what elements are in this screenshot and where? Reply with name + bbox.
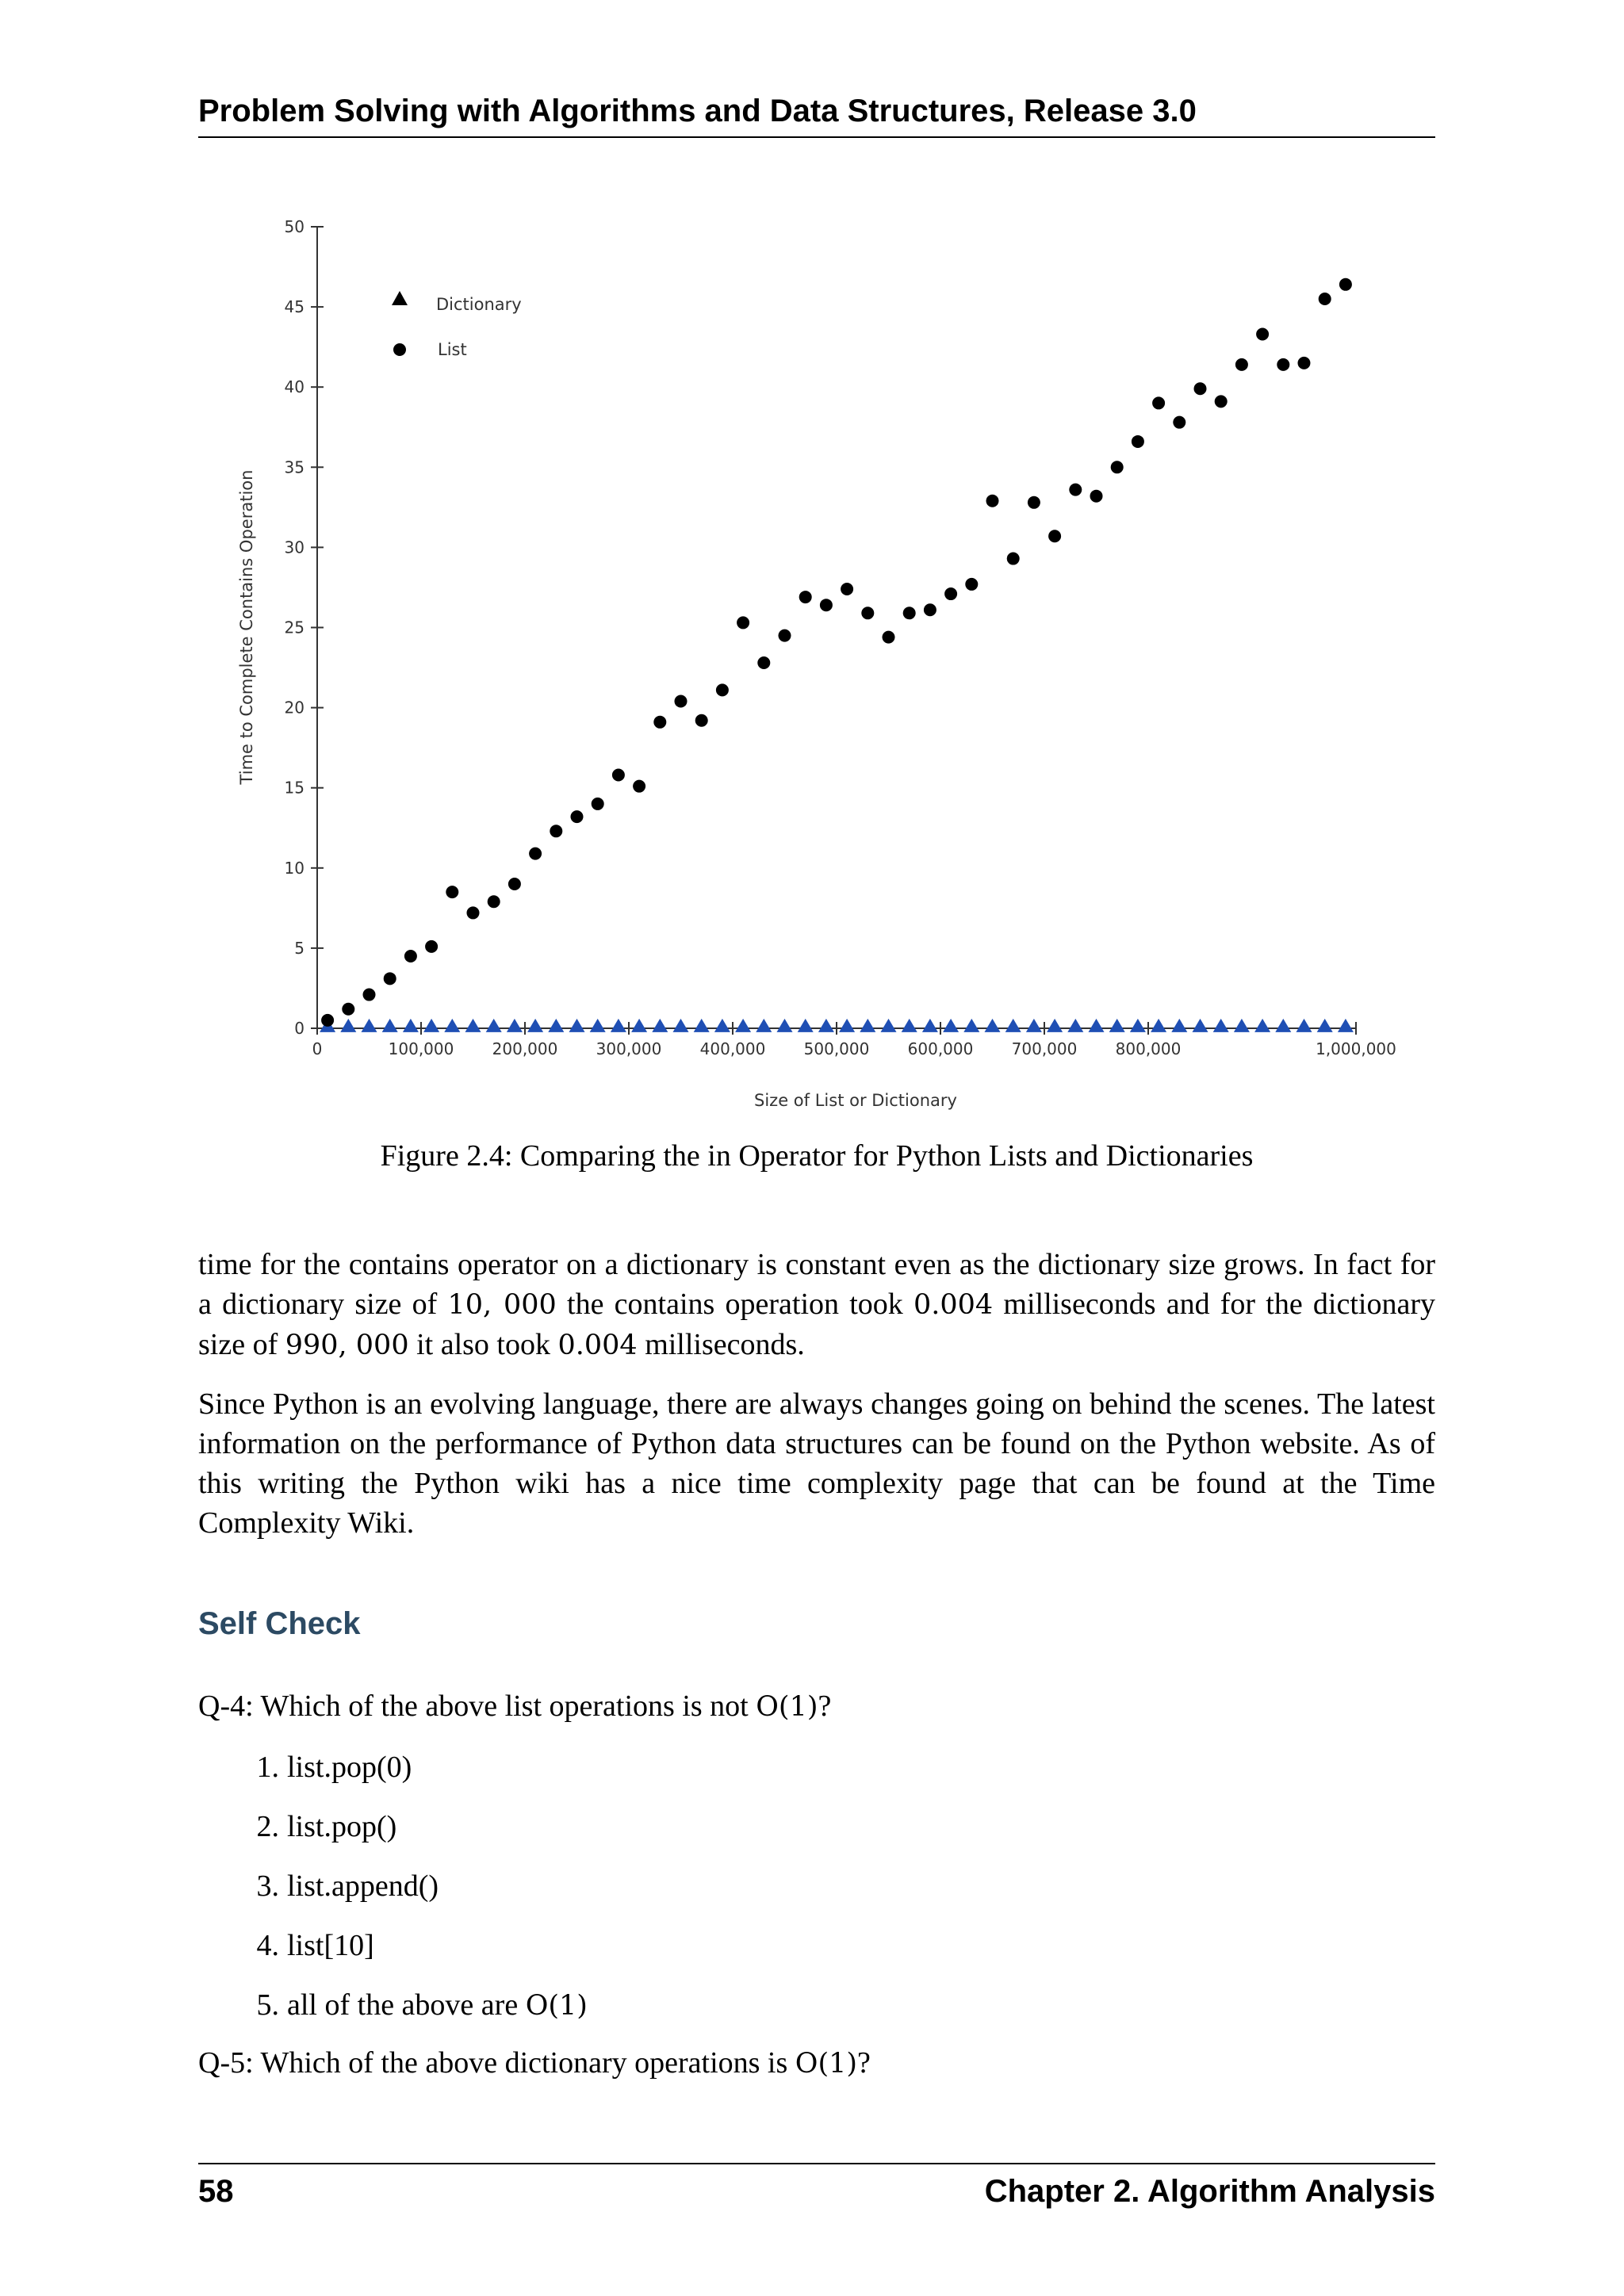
dictionary-point: [590, 1019, 606, 1032]
dictionary-point: [1297, 1019, 1312, 1032]
text-run: milliseconds.: [637, 1328, 805, 1361]
math-value: O(1): [525, 1990, 588, 2022]
option-item[interactable]: [230, 1866, 588, 1926]
list-point: [1215, 395, 1228, 408]
dictionary-point: [735, 1019, 751, 1032]
dictionary-point: [860, 1019, 875, 1032]
list-point: [612, 769, 625, 782]
list-point: [446, 886, 458, 898]
dictionary-point: [943, 1019, 959, 1032]
dictionary-point: [922, 1019, 938, 1032]
dictionary-point: [963, 1019, 979, 1032]
math-value: 0.004: [913, 1289, 994, 1321]
dictionary-point: [818, 1019, 834, 1032]
dictionary-point: [902, 1019, 917, 1032]
list-point: [799, 591, 812, 603]
y-tick-label: 15: [284, 778, 304, 798]
question-text: Q-5: Which of the above dictionary operations is: [198, 2046, 795, 2080]
dictionary-point: [1171, 1019, 1187, 1032]
y-tick-label: 35: [284, 457, 304, 477]
list-point: [488, 895, 500, 908]
y-tick-label: 40: [284, 377, 304, 397]
list-point: [965, 578, 978, 591]
dictionary-point: [714, 1019, 730, 1032]
dictionary-point: [507, 1019, 523, 1032]
x-tick-label: 0: [312, 1039, 323, 1058]
list-point: [1235, 358, 1248, 371]
x-tick-label: 500,000: [803, 1039, 870, 1058]
dictionary-point: [1275, 1019, 1291, 1032]
dictionary-point: [694, 1019, 710, 1032]
q4-options-list: [230, 1747, 588, 2045]
list-point: [1339, 278, 1352, 291]
list-point: [508, 878, 521, 890]
page-number: 58: [198, 2174, 234, 2209]
list-point: [1090, 490, 1103, 503]
math-value: 990, 000: [285, 1330, 409, 1361]
scatter-chart: [198, 198, 1435, 1126]
footer-rule: [198, 2163, 1435, 2164]
list-point: [425, 940, 438, 953]
list-point: [1111, 461, 1124, 473]
y-tick-label: 20: [284, 698, 304, 718]
list-point: [716, 683, 729, 696]
self-check-heading: Self Check: [198, 1606, 361, 1641]
header-rule: [198, 136, 1435, 138]
list-point: [986, 495, 999, 507]
list-point: [592, 798, 604, 810]
paragraph-python-evolving: Since Python is an evolving language, there are always changes going on behind the scenes. The latest information on the performance of Python data structures can be found on the Python website. As of this writing the Python wiki has a nice time complexity page that can be found at the Time Complexity Wiki.: [198, 1387, 1435, 1540]
y-tick-label: 5: [294, 938, 304, 958]
list-point: [1028, 496, 1040, 509]
list-point: [861, 607, 874, 619]
list-point: [384, 972, 396, 985]
list-point: [737, 616, 749, 629]
legend-label-list: List: [438, 340, 467, 359]
list-point: [841, 583, 853, 595]
dictionary-point: [756, 1019, 772, 1032]
dictionary-point: [652, 1019, 668, 1032]
dictionary-point: [1254, 1019, 1270, 1032]
option-number: 3.: [256, 1869, 279, 1903]
list-point: [1277, 358, 1289, 371]
x-tick-label: 700,000: [1011, 1039, 1078, 1058]
list-point: [1319, 293, 1331, 305]
list-point: [529, 848, 542, 860]
y-tick-label: 45: [284, 297, 304, 317]
option-number: 5.: [256, 1988, 279, 2022]
chart-legend: [392, 291, 522, 359]
running-header-title: Problem Solving with Algorithms and Data Structures, Release 3.0: [198, 94, 1197, 128]
x-tick-label: 600,000: [907, 1039, 974, 1058]
option-text: list.pop(0): [287, 1751, 412, 1784]
math-value: 0.004: [557, 1330, 638, 1361]
list-point: [1194, 382, 1207, 395]
list-point: [653, 716, 666, 729]
list-point: [779, 629, 791, 642]
option-text: list.append(): [287, 1869, 439, 1903]
legend-circle-marker: [393, 343, 406, 356]
list-point: [571, 810, 584, 823]
list-point: [363, 989, 376, 1001]
question-text: Q-4: Which of the above list operations is not: [198, 1689, 756, 1723]
list-point: [820, 599, 833, 611]
dictionary-point: [1151, 1019, 1166, 1032]
dictionary-point: [403, 1019, 419, 1032]
dictionary-point: [382, 1019, 398, 1032]
dictionary-point: [611, 1019, 626, 1032]
list-point: [1132, 435, 1144, 448]
list-point: [1069, 484, 1082, 496]
x-axis-label: Size of List or Dictionary: [754, 1091, 957, 1110]
y-tick-label: 50: [284, 217, 304, 236]
dictionary-point: [1234, 1019, 1250, 1032]
dictionary-point: [1047, 1019, 1063, 1032]
dictionary-point: [569, 1019, 585, 1032]
y-tick-label: 10: [284, 858, 304, 878]
x-tick-label: 1,000,000: [1316, 1039, 1396, 1058]
dictionary-point: [1005, 1019, 1021, 1032]
x-tick-label: 200,000: [492, 1039, 558, 1058]
y-tick-label: 0: [294, 1019, 304, 1038]
option-number: 2.: [256, 1810, 279, 1843]
x-tick-label: 100,000: [388, 1039, 454, 1058]
list-point: [1173, 416, 1185, 429]
list-point: [903, 607, 916, 619]
option-text: list.pop(): [287, 1810, 397, 1843]
option-item[interactable]: [230, 1985, 588, 2045]
list-point: [633, 780, 645, 793]
list-point: [1048, 530, 1061, 542]
figure-caption: Figure 2.4: Comparing the in Operator for Python Lists and Dictionaries: [380, 1139, 1254, 1173]
math-value: O(1): [795, 2048, 858, 2080]
paragraph-dictionary-timing: [198, 1245, 1435, 1365]
list-point: [1152, 396, 1165, 409]
legend-label-dictionary: Dictionary: [436, 295, 522, 314]
dictionary-point: [1089, 1019, 1105, 1032]
math-value: 10, 000: [447, 1289, 557, 1321]
option-item[interactable]: [230, 1926, 588, 1985]
option-item[interactable]: [230, 1747, 588, 1807]
list-point: [675, 695, 688, 708]
list-point: [757, 656, 770, 669]
dictionary-point: [340, 1019, 356, 1032]
dictionary-point: [881, 1019, 897, 1032]
x-tick-label: 300,000: [596, 1039, 662, 1058]
list-point: [467, 906, 480, 919]
list-point: [924, 603, 936, 616]
text-run: time for the contains operator on a dictionary is constant even as the dictionary size grows. In fact for a dictionary size of: [198, 1248, 1435, 1321]
dictionary-point: [1109, 1019, 1125, 1032]
option-item[interactable]: [230, 1807, 588, 1866]
list-point: [1007, 553, 1020, 565]
dictionary-point: [362, 1019, 377, 1032]
dictionary-point: [1026, 1019, 1042, 1032]
question-q5: [198, 2045, 871, 2080]
question-q4: [198, 1689, 831, 1724]
option-number: 4.: [256, 1929, 279, 1962]
dictionary-point: [798, 1019, 814, 1032]
y-axis-label: Time to Complete Contains Operation: [237, 469, 256, 785]
list-point: [944, 587, 957, 600]
dictionary-point: [465, 1019, 481, 1032]
option-text: list[10]: [287, 1929, 374, 1962]
data-points: [320, 278, 1354, 1032]
list-point: [550, 825, 562, 837]
question-text: ?: [818, 1689, 832, 1723]
option-text: all of the above are: [287, 1988, 526, 2022]
legend-triangle-marker: [392, 291, 408, 305]
list-point: [1256, 327, 1269, 340]
option-number: 1.: [256, 1751, 279, 1784]
math-value: O(1): [756, 1691, 818, 1723]
x-tick-label: 400,000: [699, 1039, 766, 1058]
dictionary-point: [1213, 1019, 1229, 1032]
dictionary-point: [548, 1019, 564, 1032]
y-tick-label: 25: [284, 618, 304, 637]
footer-chapter-title: Chapter 2. Algorithm Analysis: [984, 2174, 1435, 2209]
dictionary-point: [444, 1019, 460, 1032]
list-point: [342, 1003, 354, 1016]
question-text: ?: [857, 2046, 871, 2080]
dictionary-point: [777, 1019, 793, 1032]
dictionary-point: [673, 1019, 689, 1032]
dictionary-point: [985, 1019, 1001, 1032]
text-run: the contains operation took: [556, 1288, 914, 1321]
dictionary-point: [1130, 1019, 1146, 1032]
dictionary-point: [527, 1019, 543, 1032]
y-tick-label: 30: [284, 538, 304, 557]
list-point: [695, 714, 708, 727]
list-point: [883, 631, 895, 644]
list-point: [1298, 357, 1311, 369]
dictionary-point: [839, 1019, 855, 1032]
x-tick-label: 800,000: [1115, 1039, 1182, 1058]
dictionary-point: [1317, 1019, 1333, 1032]
text-run: milliseconds and for the dictionary size of: [198, 1288, 1435, 1361]
dictionary-point: [486, 1019, 502, 1032]
dictionary-point: [631, 1019, 647, 1032]
dictionary-point: [423, 1019, 439, 1032]
text-run: it also took: [408, 1328, 558, 1361]
dictionary-point: [1338, 1019, 1354, 1032]
list-point: [404, 950, 417, 962]
list-point: [321, 1014, 334, 1027]
dictionary-point: [1193, 1019, 1208, 1032]
dictionary-point: [1067, 1019, 1083, 1032]
